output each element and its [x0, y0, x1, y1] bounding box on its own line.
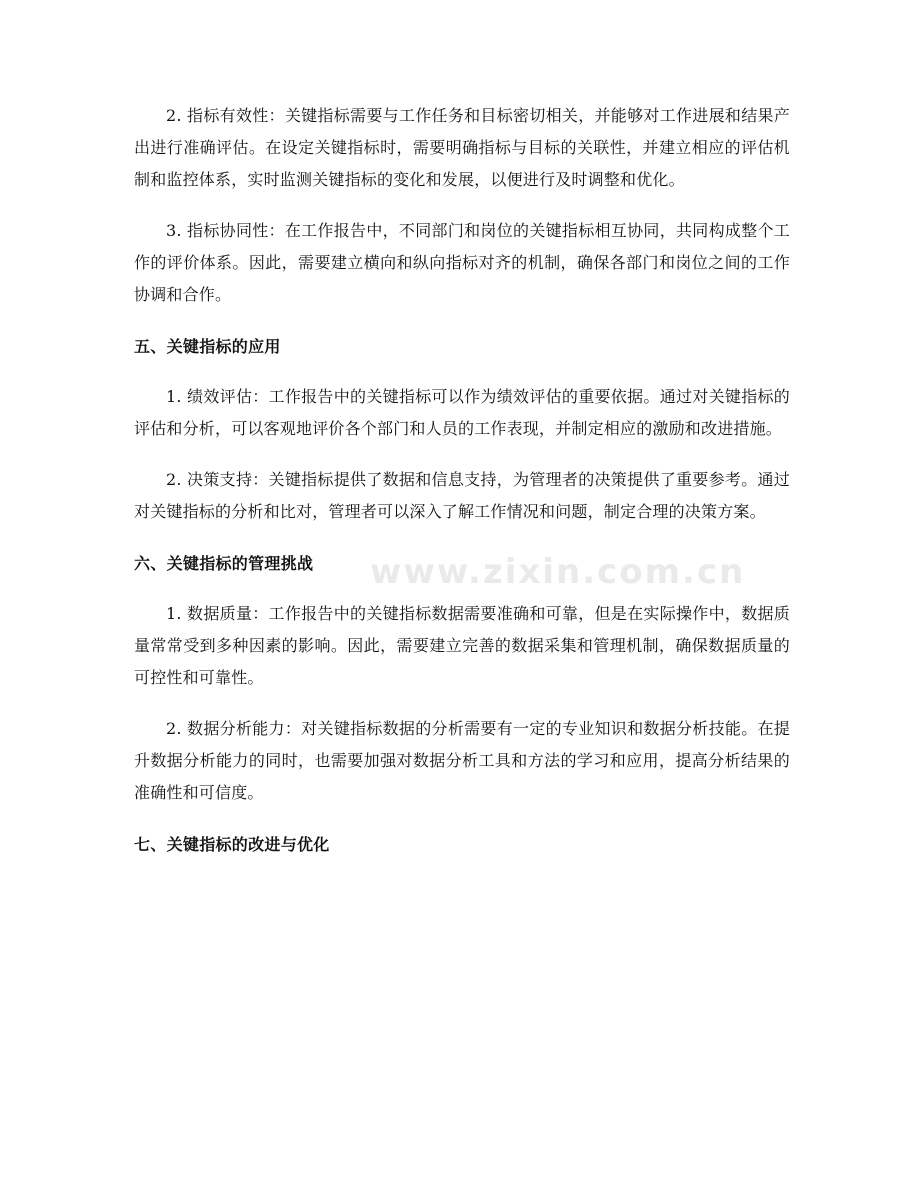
paragraph-performance-evaluation: 1. 绩效评估：工作报告中的关键指标可以作为绩效评估的重要依据。通过对关键指标的评估和分析，可以客观地评价各个部门和人员的工作表现，并制定相应的激励和改进措施。 — [134, 387, 790, 438]
heading-section-5: 五、关键指标的应用 — [134, 337, 281, 356]
heading-section-6: 六、关键指标的管理挑战 — [134, 554, 314, 573]
watermark: www.zixin.com.cn — [370, 552, 746, 592]
document-body — [134, 100, 790, 861]
heading-section-7: 七、关键指标的改进与优化 — [134, 835, 330, 854]
paragraph-indicator-synergy: 3. 指标协同性：在工作报告中，不同部门和岗位的关键指标相互协同，共同构成整个工作的评价体系。因此，需要建立横向和纵向指标对齐的机制，确保各部门和岗位之间的工作协调和合作。 — [134, 221, 790, 304]
paragraph-decision-support: 2. 决策支持：关键指标提供了数据和信息支持，为管理者的决策提供了重要参考。通过对关键指标的分析和比对，管理者可以深入了解工作情况和问题，制定合理的决策方案。 — [134, 470, 790, 521]
paragraph-indicator-validity: 2. 指标有效性：关键指标需要与工作任务和目标密切相关，并能够对工作进展和结果产出进行准确评估。在设定关键指标时，需要明确指标与目标的关联性，并建立相应的评估机制和监控体系，实时监测关键指标的变化和发展，以便进行及时调整和优化。 — [134, 106, 790, 189]
paragraph-data-analysis-ability: 2. 数据分析能力：对关键指标数据的分析需要有一定的专业知识和数据分析技能。在提升数据分析能力的同时，也需要加强对数据分析工具和方法的学习和应用，提高分析结果的准确性和可信度。 — [134, 719, 790, 802]
paragraph-data-quality: 1. 数据质量：工作报告中的关键指标数据需要准确和可靠，但是在实际操作中，数据质量常常受到多种因素的影响。因此，需要建立完善的数据采集和管理机制，确保数据质量的可控性和可靠性。 — [134, 604, 790, 687]
